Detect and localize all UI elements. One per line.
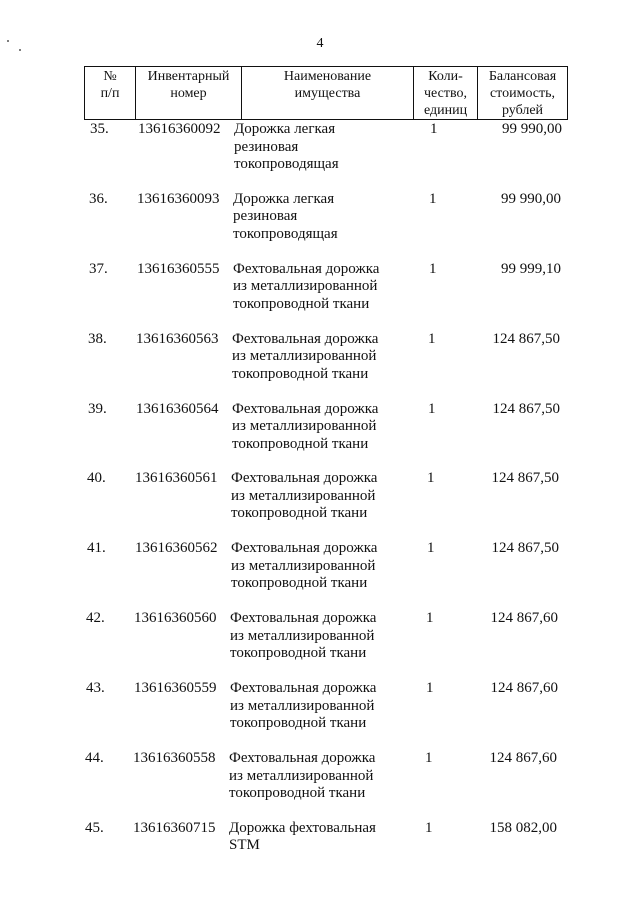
row-number: 45. bbox=[85, 819, 104, 836]
header-property-name: Наименование имущества bbox=[242, 67, 414, 119]
balance-value: 124 867,60 bbox=[489, 750, 557, 767]
table-row bbox=[80, 609, 564, 679]
row-number: 35. bbox=[90, 121, 109, 137]
inventory-number: 13616360561 bbox=[135, 470, 218, 487]
quantity: 1 bbox=[425, 819, 433, 836]
quantity: 1 bbox=[425, 750, 433, 767]
inventory-number: 13616360715 bbox=[133, 819, 216, 836]
property-name: Дорожка фехтовальная STM bbox=[229, 819, 376, 854]
table-row bbox=[79, 749, 563, 819]
inventory-number: 13616360563 bbox=[136, 330, 219, 347]
inventory-number: 13616360559 bbox=[134, 680, 217, 697]
quantity: 1 bbox=[428, 330, 436, 347]
table-row bbox=[79, 819, 563, 889]
table-row bbox=[83, 190, 567, 260]
property-name: Фехтовальная дорожка из металлизированной токопроводной ткани bbox=[230, 680, 377, 732]
quantity: 1 bbox=[429, 260, 437, 277]
balance-value: 158 082,00 bbox=[489, 819, 557, 836]
inventory-number: 13616360093 bbox=[137, 190, 220, 207]
row-number: 36. bbox=[89, 190, 108, 207]
table-row bbox=[84, 120, 568, 190]
header-inventory-number: Инвентарный номер bbox=[136, 67, 242, 119]
balance-value: 124 867,60 bbox=[490, 680, 558, 697]
property-name: Фехтовальная дорожка из металлизированной токопроводной ткани bbox=[232, 330, 379, 382]
table-row bbox=[80, 679, 564, 749]
property-name: Дорожка легкая резиновая токопроводящая bbox=[233, 190, 338, 242]
quantity: 1 bbox=[426, 680, 434, 697]
balance-value: 99 990,00 bbox=[501, 190, 561, 207]
quantity: 1 bbox=[430, 121, 438, 137]
property-name: Дорожка легкая резиновая токопроводящая bbox=[234, 121, 339, 172]
header-balance-value: Балансовая стоимость, рублей bbox=[488, 69, 557, 118]
inventory-number: 13616360092 bbox=[138, 121, 221, 137]
quantity: 1 bbox=[427, 470, 435, 487]
property-name: Фехтовальная дорожка из металлизированной токопроводной ткани bbox=[231, 540, 378, 592]
property-name: Фехтовальная дорожка из металлизированной токопроводной ткани bbox=[233, 260, 380, 312]
inventory-number: 13616360564 bbox=[136, 400, 219, 417]
balance-value: 124 867,50 bbox=[492, 330, 560, 347]
quantity: 1 bbox=[429, 190, 437, 207]
row-number: 42. bbox=[86, 610, 105, 627]
header-quantity: Коли- чество, единиц bbox=[414, 67, 478, 119]
inventory-number: 13616360555 bbox=[137, 260, 220, 277]
quantity: 1 bbox=[426, 610, 434, 627]
table-row bbox=[83, 260, 567, 330]
balance-value: 99 990,00 bbox=[502, 121, 562, 137]
quantity: 1 bbox=[428, 400, 436, 417]
balance-value: 124 867,50 bbox=[492, 400, 560, 417]
table-row bbox=[81, 469, 565, 539]
header-number: № п/п bbox=[85, 67, 136, 119]
balance-value: 124 867,50 bbox=[491, 470, 559, 487]
table-row bbox=[82, 330, 566, 400]
balance-value: 124 867,60 bbox=[490, 610, 558, 627]
table-header bbox=[84, 66, 568, 120]
row-number: 38. bbox=[88, 330, 107, 347]
balance-value: 99 999,10 bbox=[501, 260, 561, 277]
page-number: 4 bbox=[316, 36, 324, 51]
row-number: 40. bbox=[87, 470, 106, 487]
table-row bbox=[82, 400, 566, 470]
row-number: 37. bbox=[89, 260, 108, 277]
property-name: Фехтовальная дорожка из металлизированной токопроводной ткани bbox=[232, 400, 379, 452]
inventory-number: 13616360560 bbox=[134, 610, 217, 627]
row-number: 39. bbox=[88, 400, 107, 417]
table-row bbox=[81, 539, 565, 609]
property-name: Фехтовальная дорожка из металлизированной токопроводной ткани bbox=[231, 470, 378, 522]
inventory-number: 13616360562 bbox=[135, 540, 218, 557]
quantity: 1 bbox=[427, 540, 435, 557]
inventory-number: 13616360558 bbox=[133, 750, 216, 767]
property-name: Фехтовальная дорожка из металлизированной токопроводной ткани bbox=[230, 610, 377, 662]
table-body bbox=[84, 120, 568, 889]
row-number: 43. bbox=[86, 680, 105, 697]
balance-value: 124 867,50 bbox=[491, 540, 559, 557]
row-number: 44. bbox=[85, 750, 104, 767]
property-name: Фехтовальная дорожка из металлизированной токопроводной ткани bbox=[229, 750, 376, 802]
row-number: 41. bbox=[87, 540, 106, 557]
